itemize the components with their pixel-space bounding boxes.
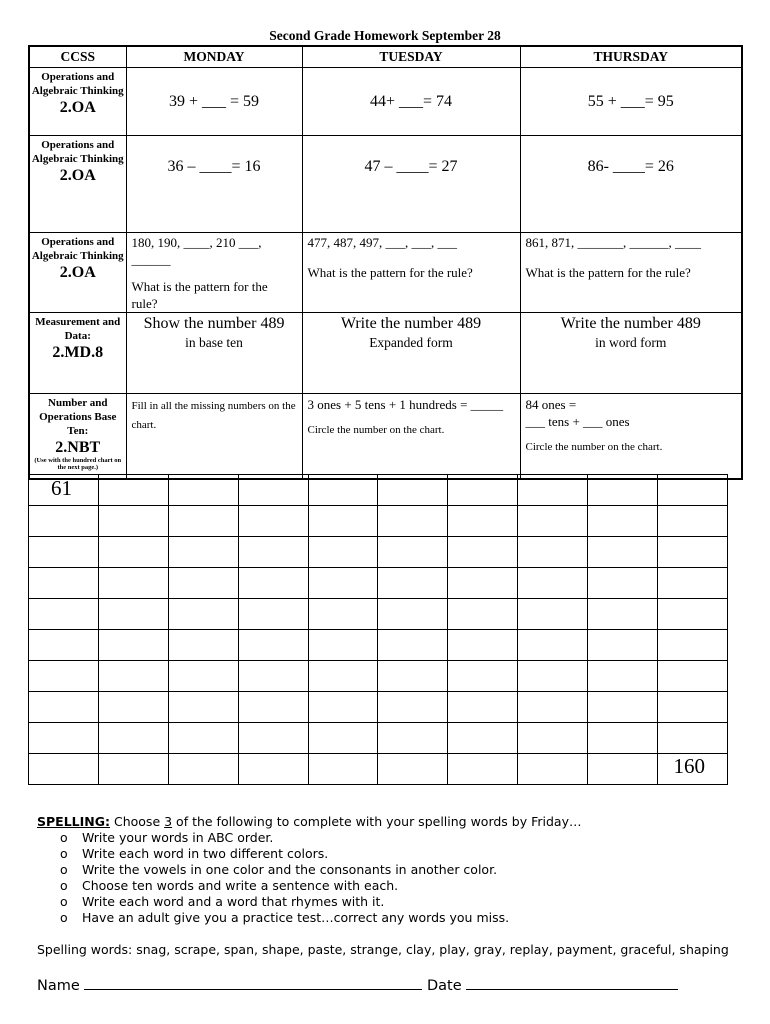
thursday-task[interactable] — [520, 394, 742, 479]
chart-cell[interactable] — [308, 475, 378, 506]
task-note: Circle the number on the chart. — [307, 424, 445, 436]
chart-cell[interactable] — [378, 630, 448, 661]
standard-code: 2.NBT — [55, 439, 101, 456]
chart-cell[interactable] — [308, 568, 378, 599]
chart-cell[interactable] — [448, 754, 518, 785]
chart-row — [29, 475, 728, 506]
chart-cell[interactable] — [238, 599, 308, 630]
chart-cell[interactable] — [378, 568, 448, 599]
list-item: o Write the vowels in one color and the consonants in another color. — [60, 862, 581, 878]
chart-cell[interactable] — [308, 661, 378, 692]
chart-cell[interactable] — [518, 475, 588, 506]
chart-cell[interactable] — [378, 692, 448, 723]
chart-cell[interactable] — [658, 630, 728, 661]
spelling-heading: SPELLING: — [37, 814, 111, 829]
chart-row — [29, 692, 728, 723]
chart-cell[interactable] — [448, 599, 518, 630]
standard-label: Number and Operations Base Ten: — [39, 397, 117, 437]
chart-row — [29, 630, 728, 661]
header-tuesday: TUESDAY — [302, 46, 520, 68]
spelling-intro — [37, 814, 581, 830]
chart-cell[interactable] — [168, 661, 238, 692]
chart-cell[interactable] — [518, 568, 588, 599]
chart-cell[interactable] — [29, 537, 99, 568]
chart-cell[interactable] — [518, 506, 588, 537]
chart-start-number: 61 — [51, 476, 72, 500]
chart-cell[interactable] — [518, 754, 588, 785]
row-md — [29, 313, 742, 394]
date-field[interactable] — [466, 977, 678, 990]
chart-cell[interactable] — [98, 754, 168, 785]
chart-cell[interactable] — [98, 661, 168, 692]
chart-cell[interactable] — [98, 568, 168, 599]
tuesday-task[interactable] — [302, 394, 520, 479]
chart-cell[interactable] — [588, 506, 658, 537]
chart-cell[interactable] — [658, 723, 728, 754]
list-item: o Write each word and a word that rhymes with it. — [60, 894, 581, 910]
chart-cell[interactable] — [98, 475, 168, 506]
chart-end-number: 160 — [673, 754, 705, 778]
chart-cell[interactable] — [518, 692, 588, 723]
monday-problem[interactable]: 36 – ____= 16 — [126, 136, 302, 233]
chart-cell[interactable] — [98, 506, 168, 537]
chart-cell[interactable] — [238, 506, 308, 537]
chart-row — [29, 506, 728, 537]
chart-cell[interactable] — [238, 568, 308, 599]
chart-cell[interactable] — [588, 537, 658, 568]
thursday-problem[interactable]: 55 + ___= 95 — [520, 68, 742, 136]
list-item: o Write your words in ABC order. — [60, 830, 581, 846]
chart-row — [29, 537, 728, 568]
standard-code: 2.OA — [59, 99, 96, 116]
chart-cell[interactable] — [308, 692, 378, 723]
thursday-pattern[interactable] — [520, 233, 742, 313]
chart-cell[interactable] — [658, 661, 728, 692]
tuesday-pattern[interactable] — [302, 233, 520, 313]
chart-cell[interactable] — [29, 754, 99, 785]
header-row — [29, 46, 742, 68]
chart-cell[interactable] — [448, 568, 518, 599]
chart-cell[interactable] — [518, 723, 588, 754]
chart-cell[interactable] — [29, 599, 99, 630]
spelling-count: 3 — [164, 814, 173, 829]
task-text: ___ tens + ___ ones — [525, 414, 630, 429]
row-oa-1 — [29, 68, 742, 136]
task-text: 3 ones + 5 tens + 1 hundreds = _____ — [307, 397, 504, 412]
chart-cell[interactable] — [98, 537, 168, 568]
hundred-chart — [28, 474, 728, 785]
spelling-intro-text: Choose — [110, 814, 165, 829]
chart-cell[interactable] — [168, 754, 238, 785]
chart-cell[interactable] — [378, 754, 448, 785]
page-title: Second Grade Homework September 28 — [269, 28, 501, 43]
chart-cell[interactable] — [168, 568, 238, 599]
standard-cell — [29, 313, 126, 394]
chart-cell[interactable] — [588, 630, 658, 661]
header-thursday: THURSDAY — [520, 46, 742, 68]
chart-cell[interactable] — [588, 661, 658, 692]
chart-cell[interactable] — [378, 506, 448, 537]
chart-cell[interactable] — [448, 537, 518, 568]
chart-cell[interactable] — [588, 475, 658, 506]
standard-cell — [29, 233, 126, 313]
chart-cell[interactable] — [98, 599, 168, 630]
name-field[interactable] — [84, 977, 422, 990]
tuesday-task[interactable] — [302, 313, 520, 394]
chart-cell[interactable] — [29, 630, 99, 661]
monday-task[interactable] — [126, 394, 302, 479]
standard-cell — [29, 136, 126, 233]
task-text: Fill in all the missing numbers on the chart. — [131, 400, 296, 431]
chart-row — [29, 754, 728, 785]
chart-cell[interactable] — [29, 723, 99, 754]
thursday-problem[interactable]: 86- ____= 26 — [520, 136, 742, 233]
tuesday-problem[interactable]: 44+ ___= 74 — [302, 68, 520, 136]
header-ccss: CCSS — [29, 46, 126, 68]
chart-row — [29, 723, 728, 754]
signature-line — [37, 977, 678, 994]
header-monday: MONDAY — [126, 46, 302, 68]
standard-label: Measurement and Data: — [35, 316, 121, 342]
chart-cell[interactable] — [238, 754, 308, 785]
spelling-intro-text: of the following to complete with your spelling words by Friday… — [172, 814, 582, 829]
chart-cell[interactable] — [238, 475, 308, 506]
row-oa-3 — [29, 233, 742, 313]
list-item: o Choose ten words and write a sentence with each. — [60, 878, 581, 894]
chart-cell[interactable] — [378, 537, 448, 568]
standard-code: 2.OA — [59, 264, 96, 281]
chart-cell[interactable] — [658, 599, 728, 630]
chart-cell[interactable] — [29, 475, 99, 506]
row-oa-2 — [29, 136, 742, 233]
chart-cell[interactable] — [658, 692, 728, 723]
standard-code: 2.OA — [59, 167, 96, 184]
chart-cell[interactable] — [29, 506, 99, 537]
chart-cell[interactable] — [308, 599, 378, 630]
chart-cell[interactable] — [378, 661, 448, 692]
chart-cell[interactable] — [98, 630, 168, 661]
chart-cell[interactable] — [518, 599, 588, 630]
pattern-question: What is the pattern for the rule? — [307, 265, 473, 280]
task-text: 84 ones = — [525, 397, 577, 412]
pattern-question: What is the pattern for the rule? — [525, 265, 691, 280]
spelling-options — [37, 830, 581, 926]
number-sequence: 477, 487, 497, ___, ___, ___ — [307, 235, 457, 250]
task-title: Show the number 489 — [143, 315, 285, 332]
chart-row — [29, 599, 728, 630]
chart-cell[interactable] — [448, 475, 518, 506]
homework-table — [28, 45, 743, 480]
chart-cell[interactable] — [378, 723, 448, 754]
chart-cell[interactable] — [238, 630, 308, 661]
spelling-words: Spelling words: snag, scrape, span, shape, paste, strange, clay, play, gray, replay, payment, graceful, shaping — [37, 942, 729, 957]
chart-cell[interactable] — [168, 630, 238, 661]
task-subtitle: in word form — [595, 335, 667, 350]
chart-cell[interactable] — [168, 506, 238, 537]
chart-cell[interactable] — [98, 723, 168, 754]
chart-cell[interactable] — [308, 723, 378, 754]
task-title: Write the number 489 — [340, 315, 482, 332]
date-label: Date — [427, 978, 462, 994]
tuesday-problem[interactable]: 47 – ____= 27 — [302, 136, 520, 233]
chart-cell[interactable] — [658, 537, 728, 568]
chart-cell[interactable] — [658, 506, 728, 537]
chart-cell[interactable] — [658, 568, 728, 599]
chart-cell[interactable] — [658, 754, 728, 785]
thursday-task[interactable] — [520, 313, 742, 394]
chart-cell[interactable] — [518, 661, 588, 692]
chart-cell[interactable] — [308, 754, 378, 785]
list-item: o Write each word in two different colors. — [60, 846, 581, 862]
chart-cell[interactable] — [448, 630, 518, 661]
task-title: Write the number 489 — [560, 315, 701, 332]
chart-cell[interactable] — [448, 723, 518, 754]
chart-cell[interactable] — [238, 661, 308, 692]
standard-label: Operations and Algebraic Thinking — [31, 139, 124, 165]
chart-cell[interactable] — [308, 630, 378, 661]
chart-cell[interactable] — [168, 599, 238, 630]
list-item: o Have an adult give you a practice test…correct any words you miss. — [60, 910, 581, 926]
pattern-question: What is the pattern for the rule? — [131, 279, 268, 311]
number-sequence: 180, 190, ____, 210 ___, ______ — [131, 235, 262, 267]
spelling-section — [37, 814, 581, 926]
chart-cell[interactable] — [238, 537, 308, 568]
number-sequence: 861, 871, _______, ______, ____ — [525, 235, 701, 250]
chart-cell[interactable] — [168, 692, 238, 723]
chart-cell[interactable] — [448, 661, 518, 692]
chart-cell[interactable] — [29, 661, 99, 692]
chart-cell[interactable] — [29, 568, 99, 599]
task-subtitle: in base ten — [185, 335, 243, 350]
chart-row — [29, 568, 728, 599]
chart-cell[interactable] — [168, 723, 238, 754]
chart-cell[interactable] — [448, 692, 518, 723]
chart-cell[interactable] — [168, 475, 238, 506]
chart-cell[interactable] — [308, 537, 378, 568]
name-label: Name — [37, 978, 80, 994]
chart-cell[interactable] — [518, 537, 588, 568]
chart-cell[interactable] — [588, 599, 658, 630]
standard-label: Operations and Algebraic Thinking — [31, 236, 124, 262]
monday-problem[interactable]: 39 + ___ = 59 — [126, 68, 302, 136]
standard-code: 2.MD.8 — [52, 344, 104, 361]
task-note: Circle the number on the chart. — [525, 441, 663, 453]
chart-cell[interactable] — [168, 537, 238, 568]
chart-row — [29, 661, 728, 692]
chart-cell[interactable] — [29, 692, 99, 723]
chart-cell[interactable] — [378, 475, 448, 506]
chart-cell[interactable] — [518, 630, 588, 661]
chart-cell[interactable] — [378, 599, 448, 630]
standard-cell — [29, 394, 126, 479]
chart-cell[interactable] — [308, 506, 378, 537]
chart-cell[interactable] — [588, 568, 658, 599]
standard-cell — [29, 68, 126, 136]
chart-cell[interactable] — [588, 692, 658, 723]
chart-cell[interactable] — [588, 723, 658, 754]
chart-cell[interactable] — [238, 692, 308, 723]
row-nbt — [29, 394, 742, 479]
standard-note: (Use with the hundred chart on the next page.) — [34, 457, 122, 471]
chart-cell[interactable] — [238, 723, 308, 754]
monday-pattern[interactable] — [126, 233, 302, 313]
chart-cell[interactable] — [448, 506, 518, 537]
chart-cell[interactable] — [658, 475, 728, 506]
chart-cell[interactable] — [588, 754, 658, 785]
chart-cell[interactable] — [98, 692, 168, 723]
standard-label: Operations and Algebraic Thinking — [31, 71, 124, 97]
task-subtitle: Expanded form — [369, 335, 453, 350]
monday-task[interactable] — [126, 313, 302, 394]
